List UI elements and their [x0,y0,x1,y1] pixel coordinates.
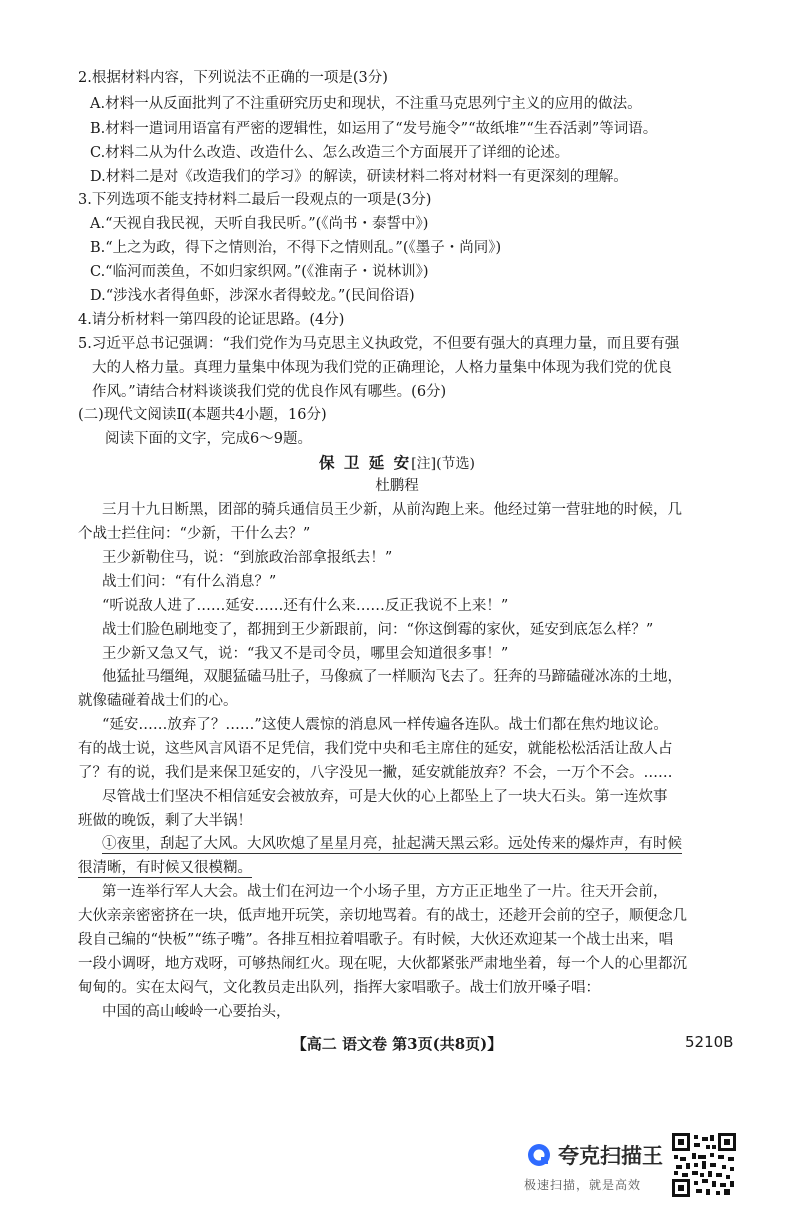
exam-code: 5210B [685,1033,734,1051]
scanner-watermark [522,1138,672,1198]
footer-label: 【高二 语文卷 第3页(共8页)】 [291,1035,503,1053]
para-11-line-4: 一段小调呀，地方戏呀，可够热闹红火。现在呢，大伙都紧张严肃地坐着，每一个人的心里都沉 [78,956,687,972]
option-3b: B.“上之为政，得下之情则治，不得下之情则乱。”(《墨子・尚同》) [90,240,502,256]
scanner-logo-icon [526,1142,552,1168]
para-11-line-5: 甸甸的。实在太闷气，文化教员走出队列，指挥大家唱歌子。战士们放开嗓子唱： [78,980,600,996]
scanner-brand-slogan: 极速扫描，就是高效 [524,1178,642,1192]
option-3d: D.“涉浅水者得鱼虾，涉深水者得蛟龙。”(民间俗语) [90,288,415,304]
article-title-row [0,453,794,474]
section-heading: (二)现代文阅读Ⅱ(本题共4小题，16分) [78,407,327,423]
qr-code-icon [672,1133,736,1197]
article-title-note: [注](节选) [411,456,476,472]
para-9-line-2: 班做的晚饭，剩了大半锅！ [78,813,252,829]
para-11-line-1: 第一连举行军人大会。战士们在河边一个小场子里，方方正正地坐了一片。往天开会前， [102,884,668,900]
para-10-line-1 [102,834,682,854]
underlined-sentence-1: ①夜里，刮起了大风。大风吹熄了星星月亮，扯起满天黑云彩。远处传来的爆炸声，有时候 [102,836,682,852]
underlined-sentence-2: 很清晰，有时候又很模糊。 [78,860,252,876]
scanner-brand-name: 夸克扫描王 [558,1144,663,1168]
para-1-line-2: 个战士拦住问：“少新，干什么去？” [78,526,311,542]
para-6: 王少新又急又气，说：“我又不是司令员，哪里会知道很多事！” [102,646,509,662]
question-4: 4.请分析材料一第四段的论证思路。(4分) [78,312,345,328]
para-2: 王少新勒住马，说：“到旅政治部拿报纸去！” [102,550,393,566]
article-author: 杜鹏程 [375,478,419,494]
para-9-line-1: 尽管战士们坚决不相信延安会被放弃，可是大伙的心上都坠上了一块大石头。第一连炊事 [102,789,668,805]
para-5: 战士们脸色刷地变了，都拥到王少新跟前，问：“你这倒霉的家伙，延安到底怎么样？” [102,622,654,638]
option-2c: C.材料二从为什么改造、改造什么、怎么改造三个方面展开了详细的论述。 [90,145,570,161]
para-7-line-1: 他猛扯马缰绳，双腿猛磕马肚子，马像疯了一样顺沟飞去了。狂奔的马蹄磕碰冰冻的土地， [102,669,682,685]
page-footer [0,1033,794,1054]
para-11-line-3: 段自己编的“快板”“练子嘴”。各排互相拉着唱歌子。有时候，大伙还欢迎某一个战士出来，唱 [78,932,674,948]
para-8-line-1: “延安……放弃了？……”这使人震惊的消息风一样传遍各连队。战士们都在焦灼地议论。 [102,717,668,733]
question-3: 3.下列选项不能支持材料二最后一段观点的一项是(3分) [78,192,432,208]
option-3c: C.“临河而羡鱼，不如归家织网。”(《淮南子・说林训》) [90,264,429,280]
para-11-line-2: 大伙亲亲密密挤在一块，低声地开玩笑，亲切地骂着。有的战士，还趁开会前的空子，顺便念几 [78,908,687,924]
para-8-line-2: 有的战士说，这些风言风语不足凭信，我们党中央和毛主席住的延安，就能松松活活让敌人占 [78,741,673,757]
song-line: 中国的高山峻岭一心要抬头， [102,1004,291,1020]
question-2: 2.根据材料内容，下列说法不正确的一项是(3分) [78,70,388,86]
para-4: “听说敌人进了……延安……还有什么来……反正我说不上来！” [102,598,509,614]
question-5-line-3: 作风。”请结合材料谈谈我们党的优良作风有哪些。(6分) [92,384,447,400]
para-1-line-1: 三月十九日断黑，团部的骑兵通信员王少新，从前沟跑上来。他经过第一营驻地的时候，几 [102,502,682,518]
reading-instruction: 阅读下面的文字，完成6～9题。 [105,431,312,447]
para-7-line-2: 就像磕碰着战士们的心。 [78,693,238,709]
question-5-line-2: 大的人格力量。真理力量集中体现为我们党的正确理论，人格力量集中体现为我们党的优良 [92,360,672,376]
option-3a: A.“天视自我民视，天听自我民听。”(《尚书・泰誓中》) [90,216,429,232]
option-2d: D.材料二是对《改造我们的学习》的解读，研读材料二将对材料一有更深刻的理解。 [90,169,628,185]
para-3: 战士们问：“有什么消息？” [102,574,277,590]
para-10-line-2 [78,858,252,878]
para-8-line-3: 了？有的说，我们是来保卫延安的，八字没见一撇，延安就能放弃？不会，一万个不会。…… [78,765,673,781]
option-2a: A.材料一从反面批判了不注重研究历史和现状，不注重马克思列宁主义的应用的做法。 [90,96,642,112]
question-5-line-1: 5.习近平总书记强调：“我们党作为马克思主义执政党，不但要有强大的真理力量，而且要有强 [78,336,680,352]
option-2b: B.材料一遣词用语富有严密的逻辑性，如运用了“发号施令”“故纸堆”“生吞活剥”等词语。 [90,121,658,137]
article-title: 保 卫 延 安 [318,453,412,472]
